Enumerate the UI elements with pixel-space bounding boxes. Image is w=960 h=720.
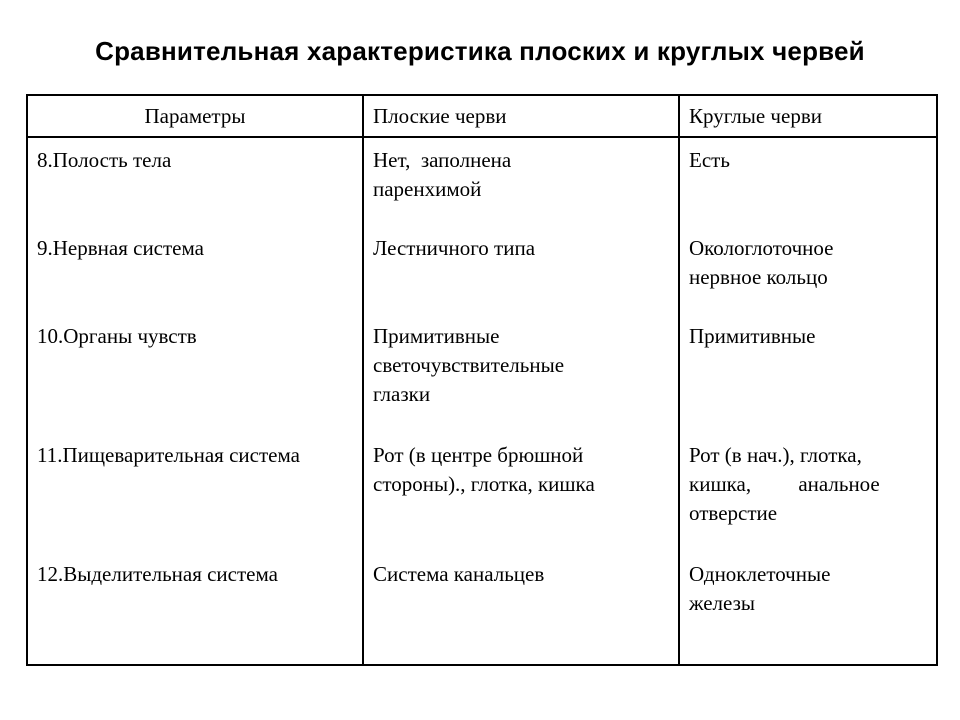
row-param-nervous-system: 9.Нервная система [37, 236, 204, 260]
row-flat-excretory-system: Система канальцев [373, 562, 545, 586]
row-param-body-cavity: 8.Полость тела [37, 148, 172, 172]
row-round-digestive-system: Рот (в нач.), глотка, кишка, анальное отверстие [689, 443, 880, 525]
row-param-excretory-system: 12.Выделительная система [37, 562, 278, 586]
table-header-row [28, 96, 936, 138]
row-flat-nervous-system: Лестничного типа [373, 236, 536, 260]
column-divider-2 [678, 96, 680, 664]
comparison-table [26, 94, 938, 666]
row-param-digestive-system: 11.Пищеварительная система [37, 443, 300, 467]
page-title: Сравнительная характеристика плоских и круглых червей [95, 36, 865, 66]
row-round-sense-organs: Примитивные [689, 324, 816, 348]
column-divider-1 [362, 96, 364, 664]
row-flat-body-cavity: Нет, заполнена паренхимой [373, 148, 512, 201]
header-roundworms: Круглые черви [689, 104, 822, 128]
row-flat-sense-organs: Примитивные светочувствительные глазки [373, 324, 565, 406]
row-param-sense-organs: 10.Органы чувств [37, 324, 197, 348]
header-parameters: Параметры [144, 104, 246, 128]
header-flatworms: Плоские черви [373, 104, 507, 128]
row-round-body-cavity: Есть [689, 148, 730, 172]
row-flat-digestive-system: Рот (в центре брюшной стороны)., глотка, кишка [373, 443, 595, 496]
row-round-nervous-system: Окологлоточное нервное кольцо [689, 236, 834, 289]
row-round-excretory-system: Одноклеточные железы [689, 562, 831, 615]
